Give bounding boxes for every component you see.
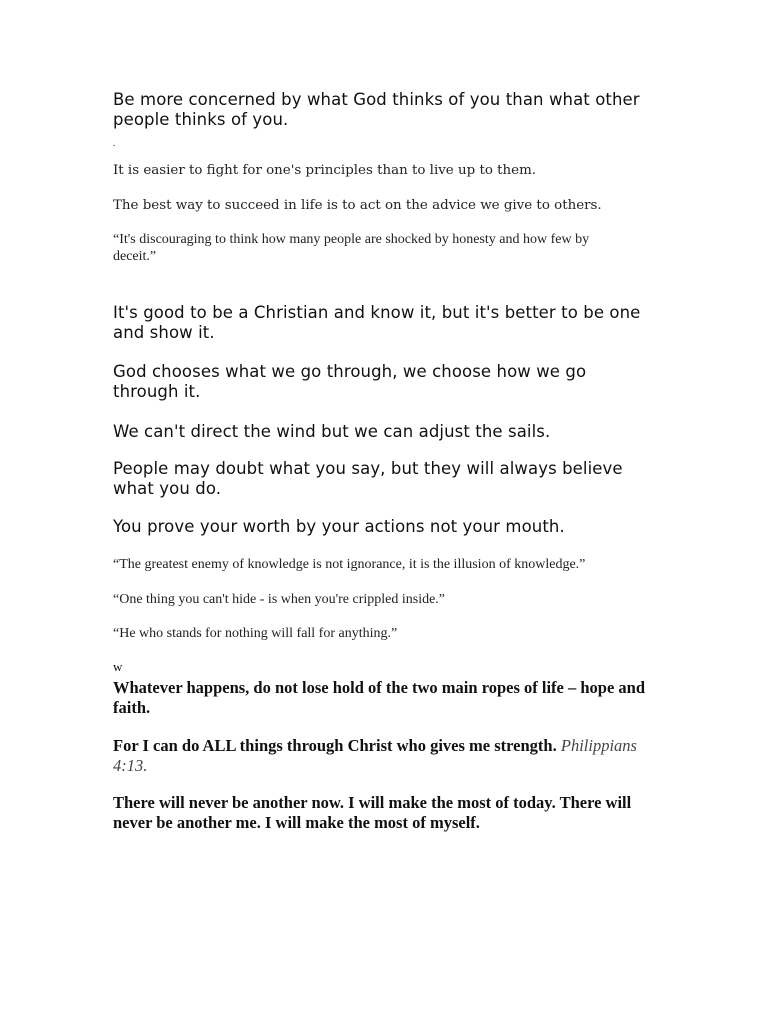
- quote-stands-for-nothing: “He who stands for nothing will fall for anything.”: [113, 626, 398, 641]
- quote-people-doubt: People may doubt what you say, but they will always believe what you do.: [113, 459, 623, 498]
- quote-succeed-in-life: The best way to succeed in life is to act on the advice we give to others.: [113, 198, 602, 213]
- quote-god-chooses: God chooses what we go through, we choose how we go through it.: [113, 362, 587, 401]
- quote-adjust-sails: We can't direct the wind but we can adjust the sails.: [113, 422, 551, 441]
- verse-text: For I can do ALL things through Christ who gives me strength.: [113, 736, 557, 755]
- quote-never-another-now: There will never be another now. I will make the most of today. There will never be another me. I will make the most of myself.: [113, 793, 632, 832]
- quote-be-a-christian: It's good to be a Christian and know it, but it's better to be one and show it.: [113, 303, 641, 342]
- quote-honesty-deceit: “It's discouraging to think how many people are shocked by honesty and how few by deceit.”: [113, 232, 590, 264]
- verse-reference: Philippians 4:13: [113, 736, 637, 775]
- quote-god-concern: Be more concerned by what God thinks of you than what other people thinks of you.: [113, 90, 640, 129]
- quote-crippled-inside: “One thing you can't hide - is when you're crippled inside.”: [113, 592, 446, 607]
- quote-enemy-of-knowledge: “The greatest enemy of knowledge is not ignorance, it is the illusion of knowledge.”: [113, 557, 586, 572]
- stray-letter: w: [113, 659, 123, 674]
- quote-prove-worth: You prove your worth by your actions not your mouth.: [113, 517, 565, 536]
- verse-end: .: [143, 756, 148, 775]
- quote-principles: It is easier to fight for one's principles than to live up to them.: [113, 163, 537, 178]
- quote-philippians: [113, 736, 673, 776]
- quote-ropes-of-life: Whatever happens, do not lose hold of the two main ropes of life – hope and faith.: [113, 678, 646, 717]
- stray-dot: .: [113, 138, 116, 148]
